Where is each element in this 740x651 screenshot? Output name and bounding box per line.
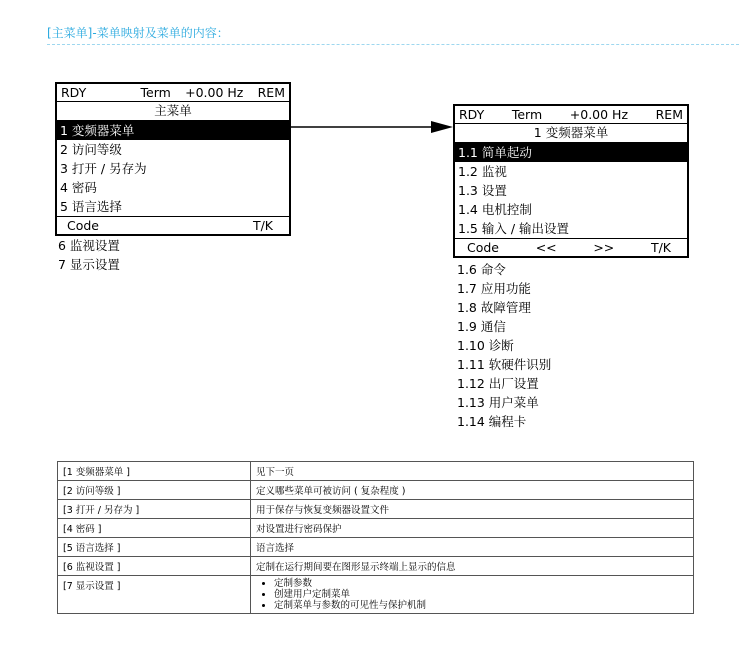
drive-menu-terminal: [453, 104, 689, 258]
arrow-icon: [287, 120, 455, 136]
status-rem: REM: [257, 85, 285, 100]
footer-tk[interactable]: T/K: [252, 218, 273, 233]
table-key: [7 显示设置 ]: [58, 576, 251, 614]
table-row: [58, 500, 694, 519]
menu-item-monitor-settings[interactable]: 6 监视设置: [58, 238, 120, 253]
status-rdy: RDY: [459, 107, 485, 122]
table-row: [58, 519, 694, 538]
table-row: [58, 462, 694, 481]
table-value: 定制在运行期间要在图形显示终端上显示的信息: [251, 557, 694, 576]
list-item: • 定制参数: [274, 578, 688, 589]
status-frequency: +0.00 Hz: [569, 107, 629, 122]
title-divider: [47, 44, 739, 45]
menu-item-user-menu[interactable]: 1.13 用户菜单: [457, 395, 539, 410]
list-item: • 创建用户定制菜单: [274, 589, 688, 600]
table-value: 定义哪些菜单可被访问 ( 复杂程度 ): [251, 481, 694, 500]
table-row: [58, 576, 694, 614]
terminal-footer: [455, 238, 687, 256]
menu-caption: 1 变频器菜单: [455, 124, 687, 143]
menu-item-drive-menu[interactable]: 1 变频器菜单: [57, 121, 289, 140]
bullet-list: [256, 578, 688, 611]
table-value: 见下一页: [251, 462, 694, 481]
menu-item-command[interactable]: 1.6 命令: [457, 262, 506, 277]
menu-caption: 主菜单: [57, 102, 289, 121]
drive-menu-more-items: [457, 260, 551, 431]
menu-item-access-level[interactable]: 2 访问等级: [60, 142, 122, 157]
menu-item-communication[interactable]: 1.9 通信: [457, 319, 506, 334]
menu-description-table: [57, 461, 694, 614]
status-rdy: RDY: [61, 85, 87, 100]
footer-prev[interactable]: <<: [535, 240, 557, 255]
menu-item-identification[interactable]: 1.11 软硬件识别: [457, 357, 552, 372]
footer-code[interactable]: Code: [67, 218, 100, 233]
menu-item-motor-control[interactable]: 1.4 电机控制: [458, 202, 532, 217]
menu-item-settings[interactable]: 1.3 设置: [458, 183, 507, 198]
table-key: [2 访问等级 ]: [58, 481, 251, 500]
footer-next[interactable]: >>: [593, 240, 615, 255]
table-key: [1 变频器菜单 ]: [58, 462, 251, 481]
menu-item-open-save-as[interactable]: 3 打开 / 另存为: [60, 161, 147, 176]
status-frequency: +0.00 Hz: [185, 85, 244, 100]
table-key: [3 打开 / 另存为 ]: [58, 500, 251, 519]
table-row: [58, 481, 694, 500]
menu-item-programming-card[interactable]: 1.14 编程卡: [457, 414, 527, 429]
menu-item-fault-management[interactable]: 1.8 故障管理: [457, 300, 531, 315]
table-row: [58, 538, 694, 557]
menu-item-io-settings[interactable]: 1.5 输入 / 输出设置: [458, 221, 570, 236]
menu-item-language[interactable]: 5 语言选择: [60, 199, 122, 214]
menu-item-factory-settings[interactable]: 1.12 出厂设置: [457, 376, 539, 391]
table-value: 对设置进行密码保护: [251, 519, 694, 538]
main-menu-terminal: [55, 82, 291, 236]
footer-code[interactable]: Code: [467, 240, 500, 255]
main-menu-more-items: [58, 236, 120, 274]
table-row: [58, 557, 694, 576]
page-title: [主菜单]-菜单映射及菜单的内容：: [47, 26, 229, 40]
footer-tk[interactable]: T/K: [650, 240, 671, 255]
menu-item-diagnostics[interactable]: 1.10 诊断: [457, 338, 514, 353]
terminal-status-bar: [57, 84, 289, 102]
table-value: [251, 576, 694, 614]
table-key: [6 监视设置 ]: [58, 557, 251, 576]
menu-item-monitor[interactable]: 1.2 监视: [458, 164, 507, 179]
list-item: • 定制菜单与参数的可见性与保护机制: [274, 600, 688, 611]
menu-item-simple-start[interactable]: 1.1 简单起动: [455, 143, 687, 162]
table-value: 用于保存与恢复变频器设置文件: [251, 500, 694, 519]
menu-item-display-settings[interactable]: 7 显示设置: [58, 257, 120, 272]
menu-item-application-functions[interactable]: 1.7 应用功能: [457, 281, 531, 296]
table-key: [5 语言选择 ]: [58, 538, 251, 557]
status-rem: REM: [655, 107, 683, 122]
menu-item-password[interactable]: 4 密码: [60, 180, 97, 195]
table-value: 语言选择: [251, 538, 694, 557]
terminal-footer: [57, 216, 289, 234]
table-key: [4 密码 ]: [58, 519, 251, 538]
status-term: Term: [511, 107, 543, 122]
terminal-status-bar: [455, 106, 687, 124]
status-term: Term: [140, 85, 171, 100]
